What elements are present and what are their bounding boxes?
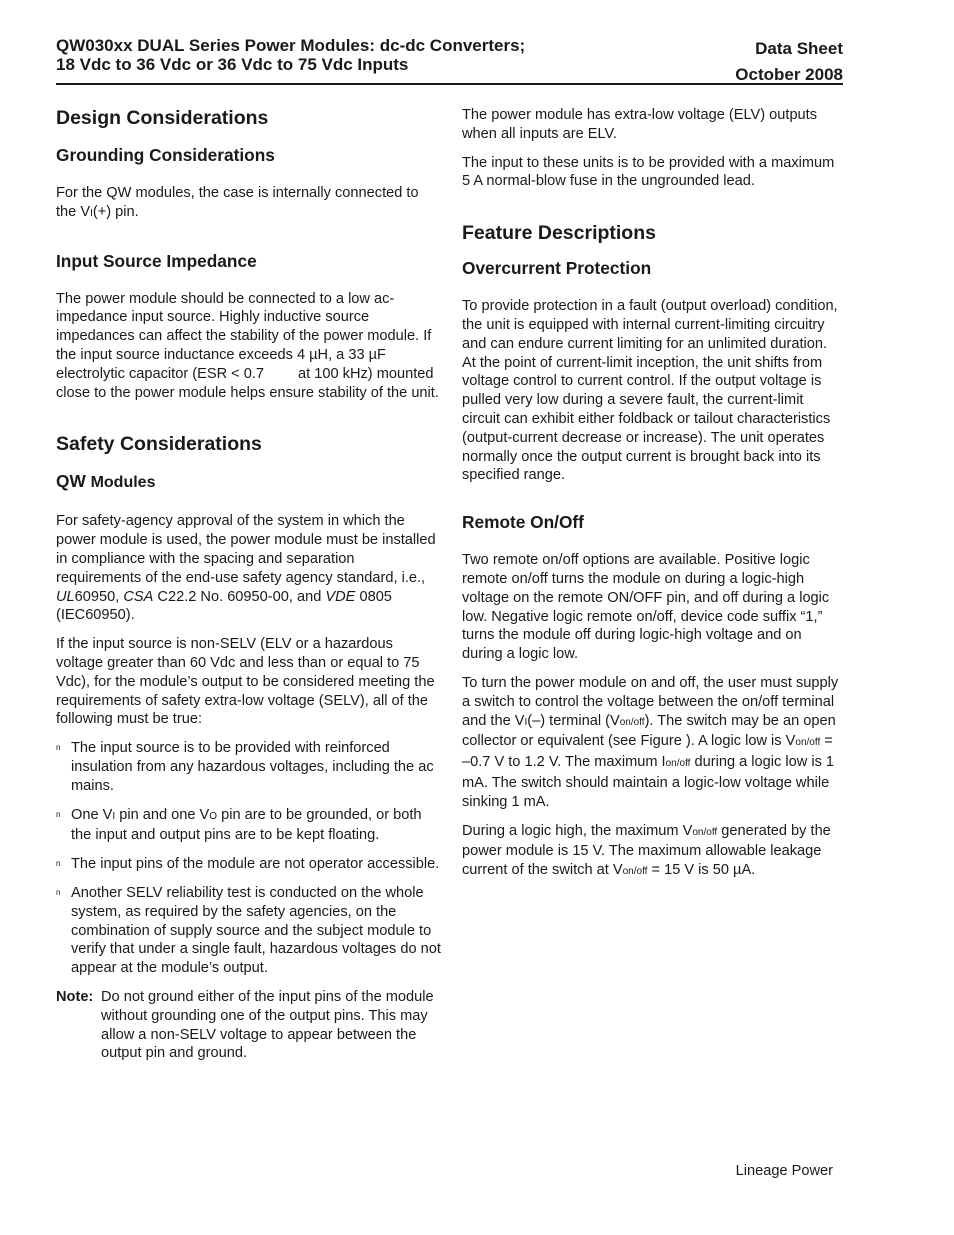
safety-paragraph-2: If the input source is non-SELV (ELV or a hazardous voltage greater than 60 Vdc and less than or equal to 75 Vdc), for the module’s output to be considered meeting the requirements of safety extra-low voltage (SELV), all of the following must be true: bbox=[56, 636, 435, 728]
remote-paragraph-1: Two remote on/off options are available. Positive logic remote on/off turns the module on during a logic-high voltage on the remote ON/OFF pin, and off during a logic low. Negative logic remote on/off, device code suffix “1,” turns the module off during logic-high voltage and on during a logic low. bbox=[462, 552, 830, 663]
safety-bullet-4: n Another SELV reliability test is conducted on the whole system, as required by the safety agencies, on the combination of supply source and the subject module to verify that under a single fault, hazardous voltages do not appear at the module’s output. bbox=[56, 884, 441, 977]
remote-paragraph-3: During a logic high, the maximum Von/off generated by the power module is 15 V. The maximum allowable leakage current of the switch at Von/off = 15 V is 50 µA. bbox=[462, 822, 831, 879]
safety-bullet-3: n The input pins of the module are not operator accessible. bbox=[56, 856, 440, 873]
left-column bbox=[56, 106, 442, 1063]
bullet-icon: n bbox=[56, 743, 61, 753]
safety-paragraph-1: For safety-agency approval of the system in which the power module is used, the power module must be installed in compliance with the spacing and separation requirements of the end-use safety agency standard, i.e., UL60950, CSA C22.2 No. 60950-00, and VDE 0805 (IEC60950). bbox=[56, 513, 436, 624]
document-title bbox=[56, 36, 525, 74]
design-considerations-heading: Design Considerations bbox=[56, 107, 269, 129]
elv-paragraph: The power module has extra-low voltage (ELV) outputs when all inputs are ELV. bbox=[462, 107, 818, 142]
bullet-icon: n bbox=[56, 859, 61, 869]
qw-modules-heading: QW Modules bbox=[56, 471, 156, 492]
note-text: Do not ground either of the input pins of the module without grounding one of the output pins. This may allow a non-SELV voltage to appear between the output pin and ground. bbox=[101, 988, 434, 1062]
safety-note bbox=[56, 988, 442, 1063]
remote-paragraph-2: To turn the power module on and off, the user must supply a switch to control the voltage between the on/off terminal and the VI(–) terminal (Von/off). The switch may be an open collector or equivalent (see Figure ). A logic low is Von/off = –0.7 V to 1.2 V. The maximum Ion/off during a logic low is 1 mA. The switch should maintain a logic-low voltage while sinking 1 mA. bbox=[462, 674, 839, 810]
safety-bullet-1: n The input source is to be provided with reinforced insulation from any hazardous voltages, including the ac mains. bbox=[56, 740, 434, 794]
grounding-heading: Grounding Considerations bbox=[56, 145, 275, 165]
title-line-2: 18 Vdc to 36 Vdc or 36 Vdc to 75 Vdc Inputs bbox=[56, 55, 409, 74]
remote-onoff-heading: Remote On/Off bbox=[462, 512, 584, 533]
feature-descriptions-heading: Feature Descriptions bbox=[462, 222, 656, 245]
footer-company: Lineage Power bbox=[735, 1163, 833, 1179]
safety-bullet-2: n One VI pin and one VO pin are to be grounded, or both the input and output pins are to be kept floating. bbox=[56, 806, 422, 844]
document-meta bbox=[735, 36, 843, 88]
input-impedance-heading: Input Source Impedance bbox=[56, 250, 257, 271]
overcurrent-heading: Overcurrent Protection bbox=[462, 258, 652, 279]
bullet-icon: n bbox=[56, 809, 61, 819]
input-impedance-paragraph: The power module should be connected to a low ac-impedance input source. Highly inductive source impedances can affect the stability of the power module. If the input source inductance exceeds 4 µH, a 33 µF electrolytic capacitor (ESR < 0.7 at 100 kHz) mounted close to the power module helps ensure stability of the unit. bbox=[56, 290, 439, 401]
note-label: Note: bbox=[56, 988, 94, 1005]
doc-date: October 2008 bbox=[735, 65, 843, 84]
bullet-icon: n bbox=[56, 887, 61, 897]
right-column bbox=[462, 106, 844, 882]
grounding-paragraph: For the QW modules, the case is internally connected to the VI(+) pin. bbox=[56, 185, 419, 220]
header-divider bbox=[56, 83, 843, 85]
fuse-paragraph: The input to these units is to be provided with a maximum 5 A normal-blow fuse in the ungrounded lead. bbox=[462, 154, 835, 190]
overcurrent-paragraph: To provide protection in a fault (output overload) condition, the unit is equipped with internal current-limiting circuitry and can endure current limiting for an unlimited duration. At the point of current-limit inception, the unit shifts from voltage control to current control. If the output voltage is pulled very low during a severe fault, the current-limit circuit can exhibit either foldback or tailout characteristics (output-current decrease or increase). The unit operates normally once the output current is brought back into its specified range. bbox=[462, 298, 838, 484]
title-line-1: QW030xx DUAL Series Power Modules: dc-dc Converters; bbox=[56, 36, 526, 55]
safety-considerations-heading: Safety Considerations bbox=[56, 433, 262, 456]
doc-type: Data Sheet bbox=[755, 39, 843, 58]
